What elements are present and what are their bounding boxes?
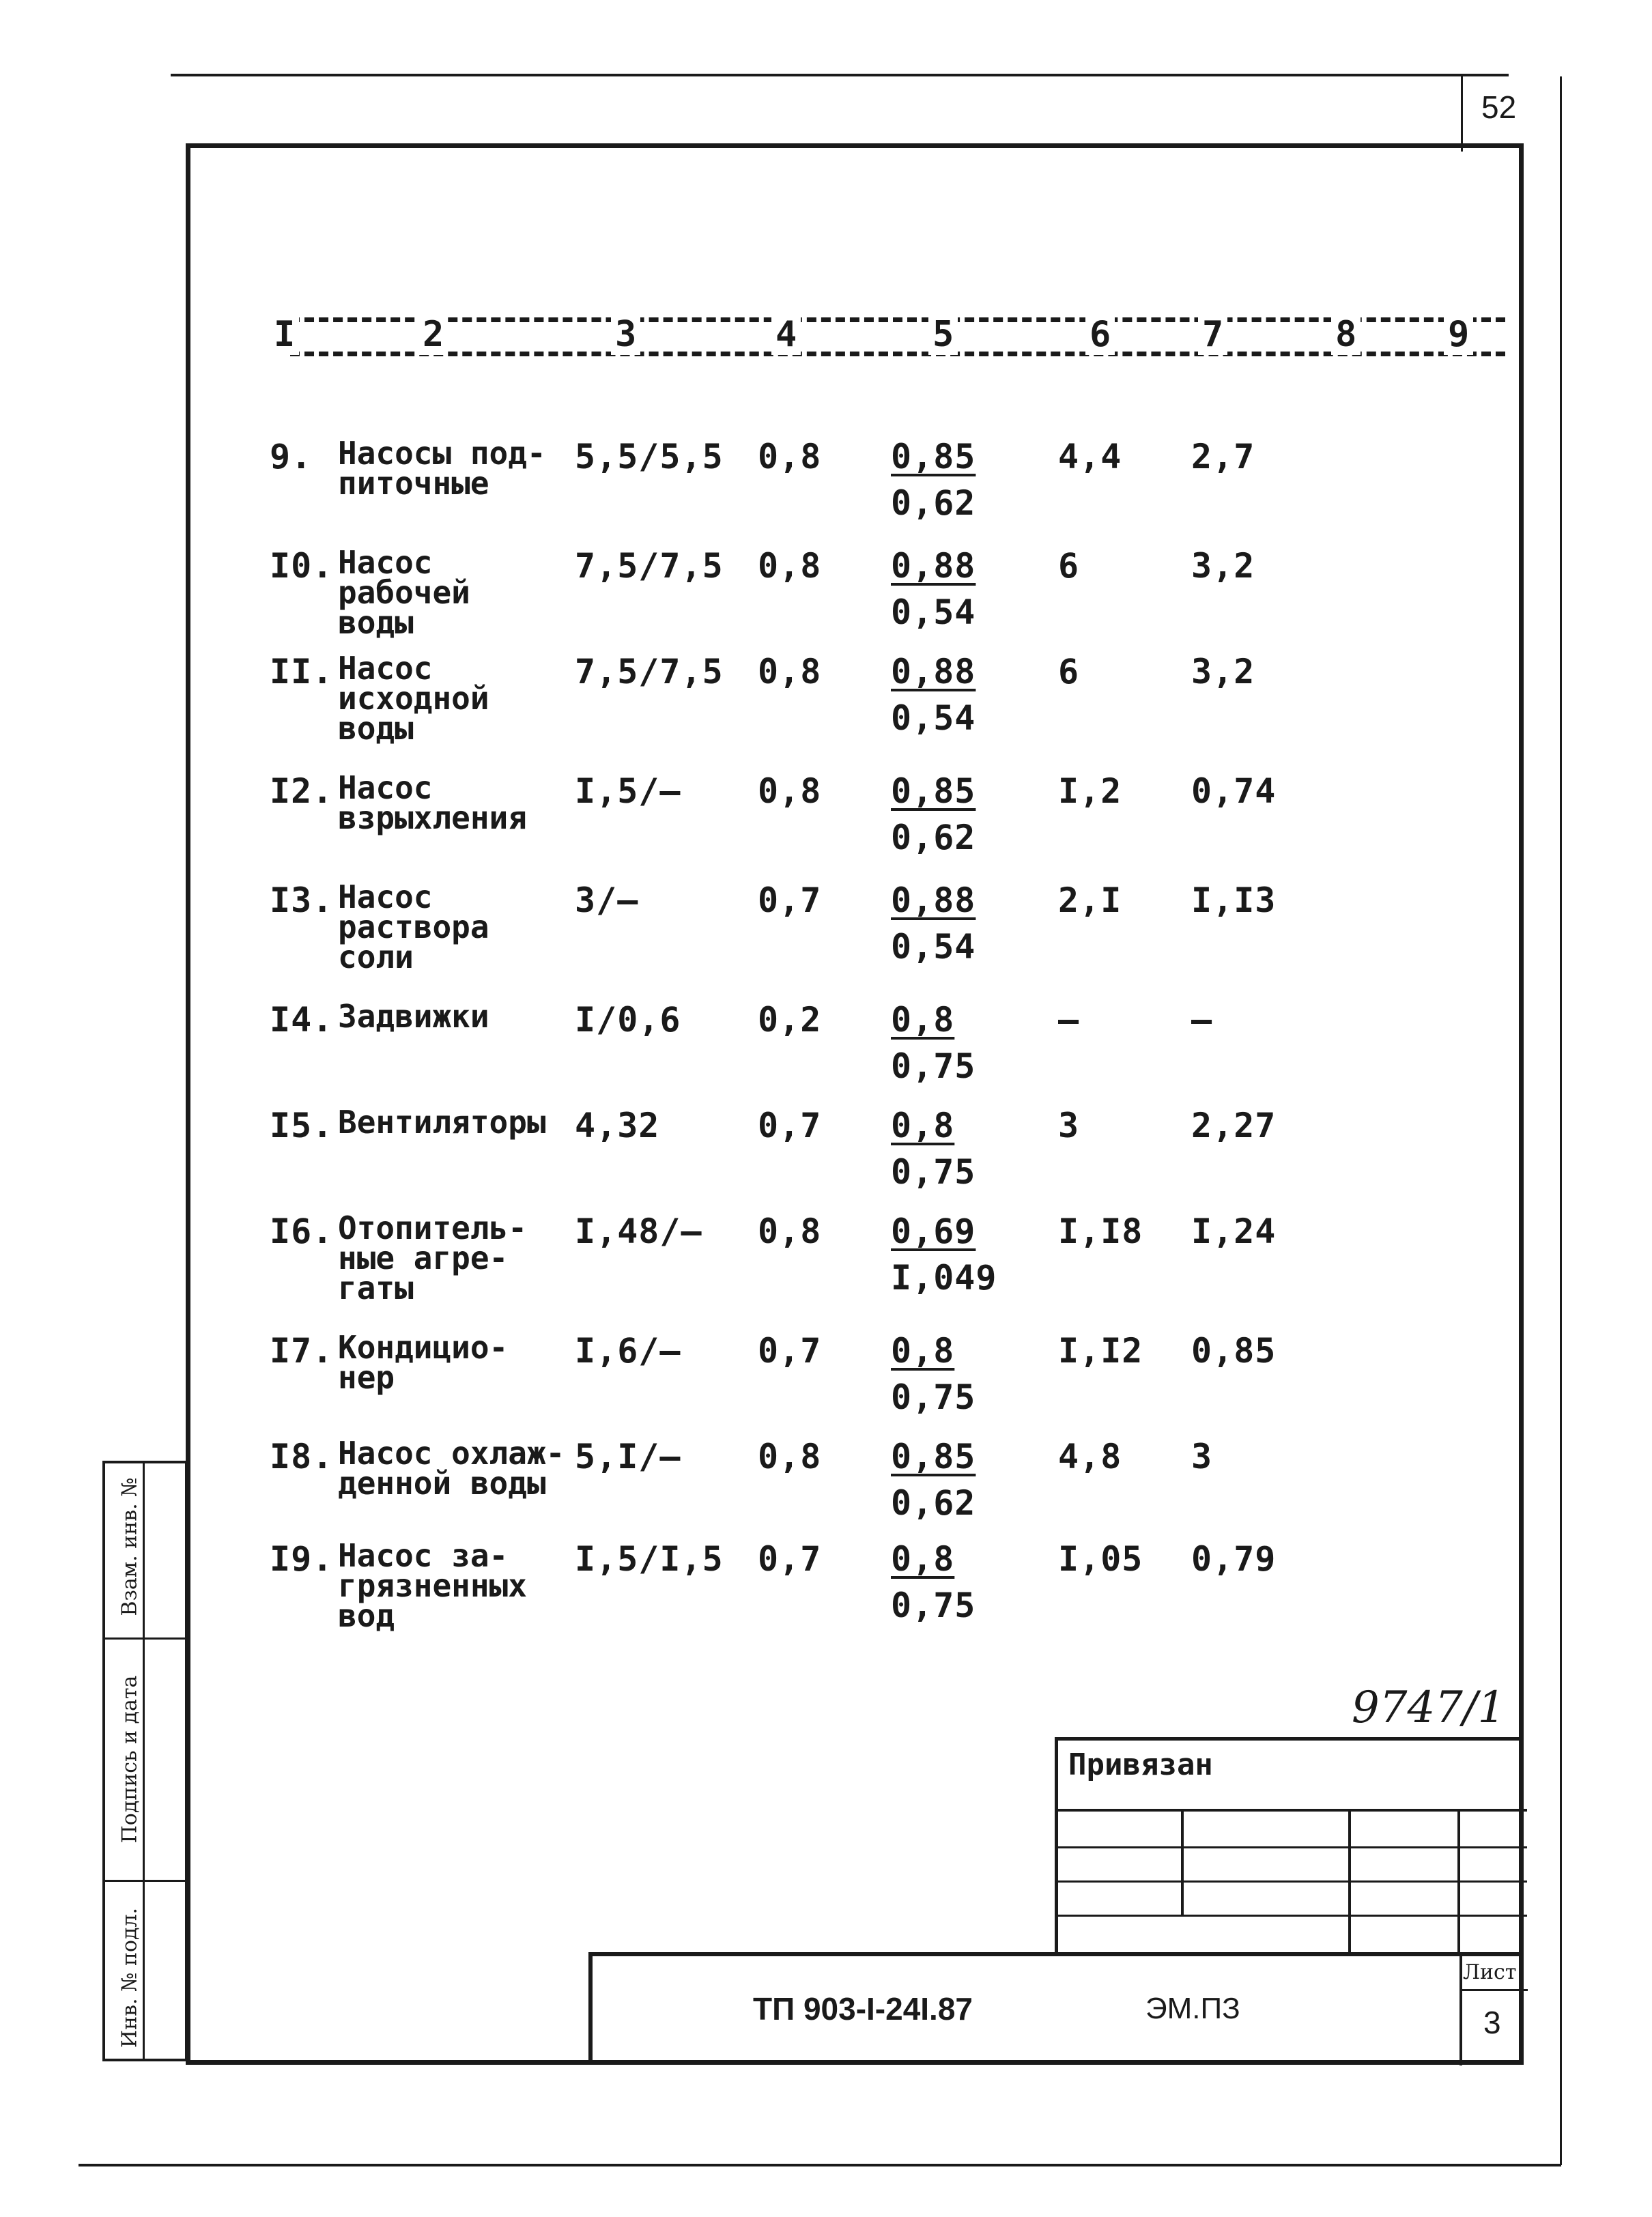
cell-col6: – <box>1058 1000 1080 1040</box>
cell-col7: 0,74 <box>1191 771 1277 811</box>
cell-col4: 0,8 <box>758 546 822 586</box>
cell-col7: 3 <box>1191 1437 1213 1476</box>
sheet-box-left <box>1459 1956 1462 2065</box>
cell-col5-bottom: 0,62 <box>891 483 976 523</box>
column-header <box>270 311 1498 365</box>
row-name: Насос исходной воды <box>338 650 489 747</box>
cell-col5-top: 0,8 <box>891 1106 955 1145</box>
row-number: I4. <box>270 1000 334 1040</box>
row-name: Отопитель- ные агре- гаты <box>338 1210 527 1306</box>
cell-col3: 4,32 <box>575 1106 660 1145</box>
column-number-2: 2 <box>418 314 448 355</box>
cell-col5-bottom: 0,54 <box>891 698 976 738</box>
cell-col5-bottom: 0,75 <box>891 1377 976 1417</box>
cell-col5-bottom: 0,62 <box>891 818 976 857</box>
row-name: Насос охлаж- денной воды <box>338 1435 565 1502</box>
cell-col7: 0,79 <box>1191 1539 1277 1579</box>
cell-col6: I,2 <box>1058 771 1122 811</box>
cell-col6: 2,I <box>1058 881 1122 920</box>
cell-col3: 5,I/– <box>575 1437 681 1476</box>
row-name: Насосы под- питочные <box>338 435 546 502</box>
cell-col3: I,48/– <box>575 1212 702 1251</box>
row-number: I2. <box>270 771 334 811</box>
cell-col6: 6 <box>1058 546 1080 586</box>
side-label-podpis-data: Подпись и дата <box>117 1675 142 1844</box>
row-name: Насос рабочей воды <box>338 544 470 641</box>
column-number-1: I <box>270 314 299 355</box>
cell-col5-bottom: 0,75 <box>891 1586 976 1625</box>
cell-col5-bottom: 0,54 <box>891 927 976 967</box>
cell-col6: 3 <box>1058 1106 1080 1145</box>
cell-col5-top: 0,85 <box>891 1437 976 1476</box>
cell-col3: I,5/I,5 <box>575 1539 724 1579</box>
doc-section: ЭМ.ПЗ <box>1145 1992 1240 2025</box>
privyazan-col-line-2 <box>1348 1809 1351 1956</box>
side-stamp-divider-1 <box>105 1637 185 1640</box>
cell-col6: 6 <box>1058 652 1080 691</box>
privyazan-block <box>1055 1737 1524 1956</box>
cell-col4: 0,7 <box>758 881 822 920</box>
column-number-5: 5 <box>928 314 958 355</box>
sheet-number: 3 <box>1483 2005 1501 2040</box>
side-label-inv-podl: Инв. № подл. <box>117 1907 142 2048</box>
cell-col3: 7,5/7,5 <box>575 652 724 691</box>
cell-col3: 5,5/5,5 <box>575 437 724 476</box>
top-rule <box>171 74 1509 76</box>
row-name: Кондицио- нер <box>338 1329 509 1396</box>
row-name: Насос раствора соли <box>338 878 489 975</box>
cell-col4: 0,8 <box>758 437 822 476</box>
column-number-9: 9 <box>1444 314 1473 355</box>
side-stamp <box>102 1461 188 2061</box>
privyazan-row-line-1 <box>1058 1809 1527 1812</box>
cell-col4: 0,8 <box>758 1212 822 1251</box>
cell-col7: – <box>1191 1000 1213 1040</box>
side-stamp-vertical <box>143 1463 145 2059</box>
row-name: Насос за- грязненных вод <box>338 1537 527 1634</box>
cell-col5-top: 0,8 <box>891 1331 955 1371</box>
bottom-rule <box>79 2164 1561 2166</box>
row-name: Вентиляторы <box>338 1104 546 1141</box>
cell-col5-top: 0,8 <box>891 1539 955 1579</box>
cell-col7: I,24 <box>1191 1212 1277 1251</box>
privyazan-col-line-3 <box>1457 1809 1460 1956</box>
column-number-4: 4 <box>771 314 801 355</box>
privyazan-col-line-1 <box>1181 1809 1184 1915</box>
row-number: I8. <box>270 1437 334 1476</box>
privyazan-label: Привязан <box>1068 1747 1213 1782</box>
row-name: Насос взрыхления <box>338 769 527 836</box>
cell-col3: 7,5/7,5 <box>575 546 724 586</box>
page-number: 52 <box>1481 89 1517 125</box>
cell-col7: 2,7 <box>1191 437 1255 476</box>
cell-col4: 0,7 <box>758 1331 822 1371</box>
sheet-label: Лист <box>1463 1960 1517 1984</box>
cell-col3: I/0,6 <box>575 1000 681 1040</box>
row-number: I0. <box>270 546 334 586</box>
cell-col4: 0,7 <box>758 1539 822 1579</box>
column-number-8: 8 <box>1331 314 1361 355</box>
row-name: Задвижки <box>338 998 489 1035</box>
header-dash-bottom <box>290 352 1505 356</box>
header-dash-top <box>290 317 1505 322</box>
cell-col5-top: 0,88 <box>891 546 976 586</box>
cell-col7: 2,27 <box>1191 1106 1277 1145</box>
privyazan-row-line-2 <box>1058 1846 1527 1848</box>
cell-col3: 3/– <box>575 881 639 920</box>
row-number: II. <box>270 652 334 691</box>
column-number-7: 7 <box>1198 314 1227 355</box>
side-stamp-divider-2 <box>105 1880 185 1882</box>
cell-col6: 4,8 <box>1058 1437 1122 1476</box>
doc-code: ТП 903-I-24I.87 <box>753 1991 973 2027</box>
row-number: I7. <box>270 1331 334 1371</box>
cell-col5-top: 0,69 <box>891 1212 976 1251</box>
cell-col3: I,6/– <box>575 1331 681 1371</box>
cell-col7: 3,2 <box>1191 546 1255 586</box>
cell-col5-top: 0,88 <box>891 881 976 920</box>
cell-col5-bottom: 0,75 <box>891 1046 976 1086</box>
column-number-3: 3 <box>611 314 640 355</box>
cell-col5-top: 0,85 <box>891 437 976 476</box>
column-number-6: 6 <box>1085 314 1115 355</box>
page-number-box-left <box>1461 76 1463 152</box>
cell-col4: 0,8 <box>758 1437 822 1476</box>
cell-col6: 4,4 <box>1058 437 1122 476</box>
cell-col5-top: 0,8 <box>891 1000 955 1040</box>
side-label-vzam-inv: Взам. инв. № <box>117 1477 142 1616</box>
cell-col6: I,I8 <box>1058 1212 1143 1251</box>
row-number: 9. <box>270 437 313 476</box>
row-number: I3. <box>270 881 334 920</box>
cell-col7: 3,2 <box>1191 652 1255 691</box>
sheet-box-divider <box>1459 1989 1528 1991</box>
cell-col5-bottom: 0,75 <box>891 1152 976 1192</box>
row-number: I5. <box>270 1106 334 1145</box>
cell-col4: 0,8 <box>758 771 822 811</box>
title-block <box>588 1952 1524 2065</box>
cell-col7: I,I3 <box>1191 881 1277 920</box>
privyazan-row-line-3 <box>1058 1880 1527 1883</box>
cell-col5-bottom: 0,54 <box>891 592 976 632</box>
privyazan-row-line-4 <box>1058 1915 1527 1917</box>
cell-col6: I,05 <box>1058 1539 1143 1579</box>
page-right-edge <box>1560 76 1562 2165</box>
cell-col6: I,I2 <box>1058 1331 1143 1371</box>
row-number: I6. <box>270 1212 334 1251</box>
cell-col3: I,5/– <box>575 771 681 811</box>
cell-col4: 0,7 <box>758 1106 822 1145</box>
cell-col7: 0,85 <box>1191 1331 1277 1371</box>
cell-col5-top: 0,85 <box>891 771 976 811</box>
row-number: I9. <box>270 1539 334 1579</box>
handwritten-number: 9747/1 <box>1352 1683 1506 1733</box>
cell-col5-bottom: I,049 <box>891 1258 997 1298</box>
cell-col4: 0,2 <box>758 1000 822 1040</box>
cell-col5-top: 0,88 <box>891 652 976 691</box>
cell-col4: 0,8 <box>758 652 822 691</box>
cell-col5-bottom: 0,62 <box>891 1483 976 1523</box>
